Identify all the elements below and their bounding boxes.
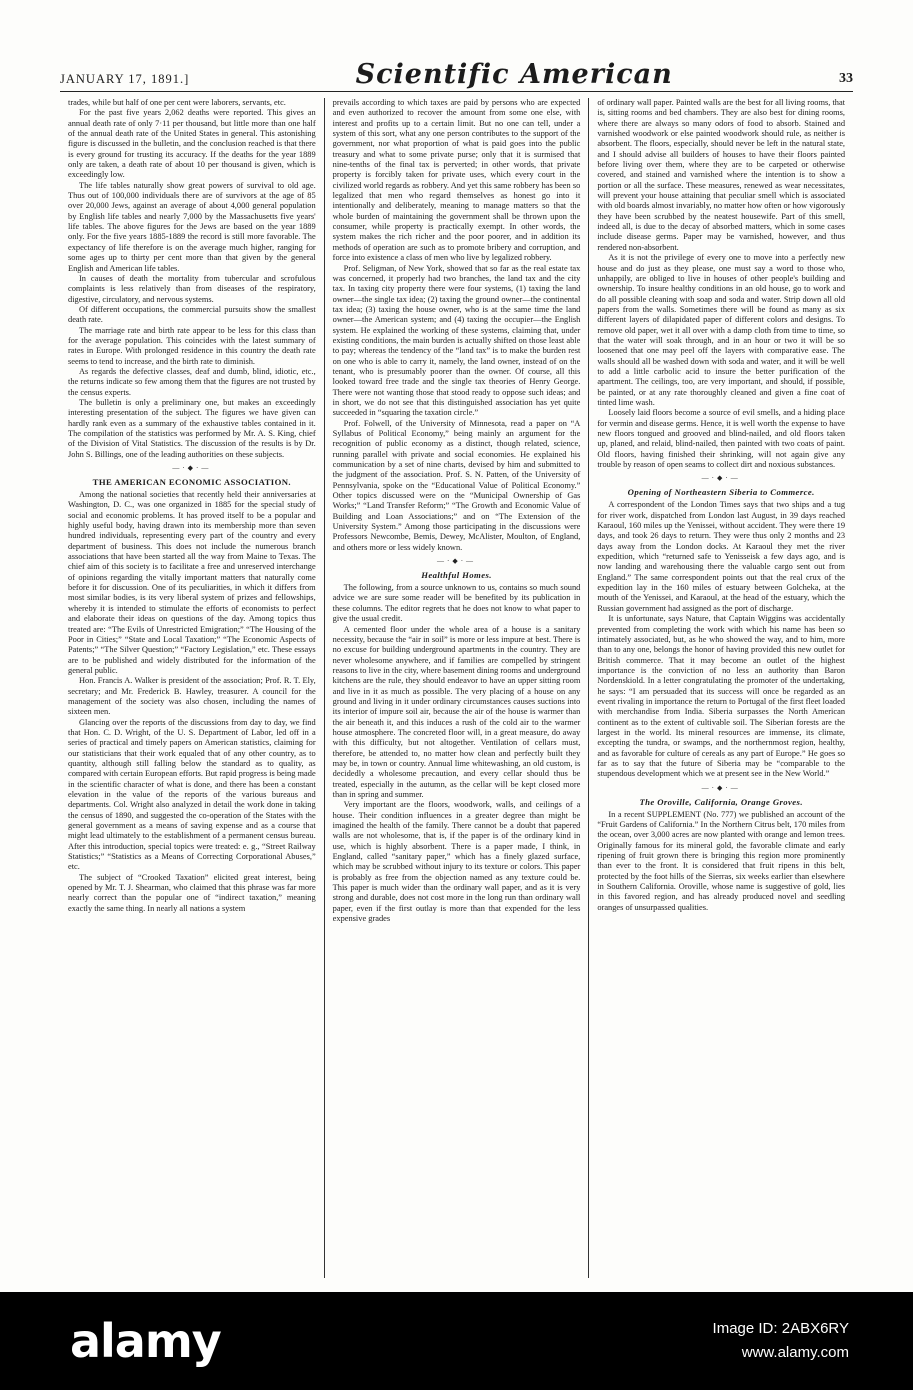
alamy-logo: alamy (70, 1314, 221, 1368)
section-heading: THE AMERICAN ECONOMIC ASSOCIATION. (92, 477, 291, 488)
column-2 (324, 98, 589, 1278)
issue-date: JANUARY 17, 1891.] (60, 72, 190, 86)
paragraph: Of different occupations, the commercial pursuits show the smallest death rate. (68, 304, 316, 325)
paragraph: As regards the defective classes, deaf and dumb, blind, idiotic, etc., the returns indicate so few among them that the figures are not trusted by the census experts. (68, 366, 316, 397)
column-3 (588, 98, 853, 1278)
section-heading: Opening of Northeastern Siberia to Commerce. (627, 487, 815, 498)
section-divider: —·◆·— (701, 474, 741, 483)
section-heading: Healthful Homes. (421, 570, 492, 581)
paragraph: As it is not the privilege of every one to move into a perfectly new house and do just as they please, one must say a word to those who, unhappily, are obliged to live in houses of other people's building and ownership. To insure healthy conditions in an old house, go to work and do all possible cleaning with soap and soda and water. Strip down all old papers from the walls. Sometimes there will be found as many as six different layers of dilapidated paper of different colors and designs. To remove old paper, wet it all over with a damp cloth from time to time, so that the water will soak through, and in an hour or two it will be so loosened that one may peel off the layers with comparative ease. The walls should all be washed down with soda and water, and it will be well to add a little carbolic acid to insure the better purification of the apartment. The ceilings, too, are very important, and should, if possible, be painted, or at any rate thoroughly cleaned and given a fine coat of tinted lime wash. (597, 253, 846, 407)
page-number: 33 (838, 71, 853, 86)
paragraph: of ordinary wall paper. Painted walls are the best for all living rooms, that is, sitting rooms and bed chambers. They are also best for dining rooms, where there are always so many odors of food to absorb. Stained and varnished woodwork or else painted woodwork should rule, as neither is absorbent. The floors, especially, should never be left in the natural state, and I should advise all builders of houses to have their floors painted before living over them, where they are to be carpeted or otherwise covered, and stained and varnished where the intention is to show a portion or all the surface. These measures, renewed as wear necessitates, will prevent your house attaining that peculiar smell which is associated with old boards almost invariably, no matter how often or how vigorously they have been scrubbed by the neatest housewife. Part of this smell, indeed all, is due to the decay of absorbed matters, which in some cases include disease germs. Paper may be varnished, however, and thus rendered non-absorbent. (597, 98, 846, 252)
watermark-meta (713, 1317, 849, 1365)
section-divider: —·◆·— (701, 783, 741, 792)
paragraph: Glancing over the reports of the discussions from day to day, we find that Hon. C. D. Wright, of the U. S. Department of Labor, led off in a series of practical and timely papers on American statistics, claiming for our statisticians that their work equaled that of any other country, as to quantity, although still falling below the standard as to quality, as compared with certain European efforts. But rapid progress is being made in the scientific character of what is done, and there has been a constant elevation in the value of the reports of the various bureaus and departments. Col. Wright also analyzed in detail the work done in taking the census of 1890, and suggested the co-operation of the States with the general government as a means of saving expense and as a course that might lead ultimately to the establishment of a permanent census bureau. After this introduction, special topics were treated: e. g., “Street Railway Statistics;” “Statistics as a Means of Correcting Corporational Abuses,” etc. (68, 717, 316, 872)
paragraph: Prof. Folwell, of the University of Minnesota, read a paper on “A Syllabus of Political Economy,” being mainly an argument for the recognition of public economy as a distinct, though related, science, running parallel with private and social economies. He explained his communication by a set of nine charts, devised by him and submitted to the judgment of the association. Prof. S. N. Patten, of the University of Pennsylvania, spoke on the “Educational Value of Political Economy.” Other topics discussed were on the “Municipal Ownership of Gas Works;” “Land Transfer Reform;” “The Growth and Economic Value of Building and Loan Associations;” and on “The Extension of the University System.” Among those participating in the discussions were Professors Newcombe, Bemis, Dewey, McAlister, Moulton, of England, and others more or less widely known. (332, 418, 581, 552)
paragraph: A correspondent of the London Times says that two ships and a tug for river work, dispatched from London last August, in 39 days reached Karaoul, 160 miles up the Yenissei, without accident. They were there 19 days, and took 26 days to return. They were thus only 2 months and 23 days away from the London docks. At Karaoul they met the river expedition, which “returned safe to Yenisseisk a few days ago, and is now landing and warehousing there the valuable cargo sent out from England.” The same correspondent points out that the real crux of the expedition lay in the 160 miles of estuary between Golcheka, at the mouth of the Yenissei, and Karaoul, at the head of the estuary, which the Russian government had assigned as the port of discharge. (597, 500, 846, 613)
paragraph: Among the national societies that recently held their anniversaries at Washington, D. C., was one organized in 1885 for the special study of social and economic problems. It has proved itself to be a popular and highly useful body, having drawn into its membership more than seven hundred individuals, representing every part of the country and every department of business. This does not include the numerous branch associations that have been started all the way from Maine to Texas. The chief aim of this society is to facilitate a free and unreserved interchange of opinions regarding the vitally important matters that naturally come before it for discussion. One of its peculiarities, in which it differs from most similar bodies, is its very liberal system of prizes and fellowships, whereby it is intended to stimulate the efforts of economists to perfect and elaborate their ideas on questions of the day. Among topics thus treated are: “The Evils of Unrestricted Emigration;” “The Housing of the Poor in Cities;” “State and Local Taxation;” “The Economic Aspects of Patents;” “The Silver Question;” “Factory Legislation,” etc. These essays are to be published and widely distributed for the information of the general public. (68, 490, 316, 675)
article-columns (60, 98, 853, 1278)
paragraph: The subject of “Crooked Taxation” elicited great interest, being opened by Mr. T. J. Shearman, who claimed that this phrase was far more nearly correct than the popular one of “indirect taxation,” meaning exactly the same thing. In nearly all nations a system (68, 872, 316, 913)
section-heading: The Oroville, California, Orange Groves. (639, 796, 803, 807)
paragraph: In a recent SUPPLEMENT (No. 777) we published an account of the “Fruit Gardens of California.” In the Northern Citrus belt, 170 miles from the ocean, over 3,000 acres are now planted with orange and lemon trees. Originally famous for its mineral gold, the favorable climate and early ripening of fruit grown there is bringing this region more prominently than ever to the front. It is considered that fruit ripens in this belt, protected by the foot hills of the Sierras, six weeks earlier than elsewhere in Southern California. Oroville, whose name is suggestive of gold, lies in this favored region, and has already produced novel and seedling oranges of unsurpassed qualities. (597, 809, 846, 912)
paragraph: A cemented floor under the whole area of a house is a sanitary necessity, because the “air in soil” is more or less impure at best. There is no excuse for building underground apartments in the country. They are never wholesome anywhere, and if families are compelled by stringent reasons to live in the city, where basement dining rooms and underground kitchens are the rule, they should endeavor to have an upper sitting room and live in it as much as possible. The very placing of a house on any ground and living in it under ordinary circumstances causes suctions into its interior of impure soil air, because the air of the house is warmer than the air beneath it, and this induces a rush of the cold air to the warmer house atmosphere. The concreted floor will, in a great measure, do away with this difficulty, but not altogether. Ventilation of cellars must, therefore, be attended to, no matter how clean and perfectly built they may be, in town or country. Annual lime whitewashing, an old custom, is decidedly a wholesome precaution, and every cellar should thus be treated, especially in the autumn, as the cellar will be kept closed more than in spring and summer. (332, 624, 581, 799)
paragraph: prevails according to which taxes are paid by persons who are expected and even authorized to recover the amount from some one else, with interest and profits up to a certain limit. But no one can tell, under a system of this sort, what any one person contributes to the support of the government, nor what proportion of what is paid goes into the public treasury and what to some private purse; only that it is surmised that nine-tenths of the final tax is perverted; in other words, that private property is forcibly taken for private uses, which every court in the civilized world regards as robbery. And yet this same robbery has been so legalized that men who regard themselves as honest go into it intentionally and deliberately, meaning to manage matters so that the whole burden of maintaining the government shall be thrown upon the consumer, while property is practically exempt. In other words, the system makes the rich richer and the poor poorer, and in addition its methods of operation are such as to promote bribery and corruption, and force into existence a class of men who live by legalized robbery. (332, 98, 581, 263)
paragraph: The life tables naturally show great powers of survival to old age. Thus out of 100,000 individuals there are of survivors at the age of 85 over 20,000 Jews, against an average of about 4,000 general population by English life tables and nearly 7,000 by the Massachusetts five years' life tables. The above figures for the Jews are based on the year 1889 only. For the five years 1885-1889 the record is still more favorable. The expectancy of life therefore is on the average much higher, ranging for some ages up to thirty per cent more than that given by the general English and American life tables. (68, 180, 316, 273)
section-divider: —·◆·— (436, 557, 477, 566)
watermark-image-id: Image ID: 2ABX6RY (712, 1320, 849, 1337)
paragraph: The marriage rate and birth rate appear to be less for this class than for the average population. This coincides with the latest summary of rates in Europe. With prolonged residence in this country the death rate seems to tend to increase, and the birth rate to diminish. (68, 325, 316, 366)
paragraph: Very important are the floors, woodwork, walls, and ceilings of a house. Their condition influences in a greater degree than might be imagined the health of the family. There cannot be a doubt that papered walls are not wholesome, that is, if the paper is of the ordinary kind in use, which is highly absorbent. There is a paper made, I think, in England, called “sanitary paper,” which has a finely glazed surface, which may be scrubbed without injury to its texture or colors. This paper is probably as free from the objection named as any texture could be. This paper is much wider than the ordinary wall paper, and as it is very strong and durable, does not cost more in the long run than ordinary wall paper, even if the first outlay is more than that expended for the less expensive grades (332, 800, 581, 924)
paragraph: Hon. Francis A. Walker is president of the association; Prof. R. T. Ely, secretary; and Mr. Frederick B. Hawley, treasurer. A council for the management of the society was also chosen, including the names of sixteen men. (68, 676, 316, 717)
watermark-bar (0, 1292, 913, 1390)
paragraph: The following, from a source unknown to us, contains so much sound advice we are sure some reader will be benefited by its publication in these columns. The editor regrets that he does not know to what paper to give the usual credit. (332, 583, 581, 624)
paragraph: Loosely laid floors become a source of evil smells, and a hiding place for vermin and disease germs. Hence, it is well worth the expense to have new floors tongued and grooved and blind-nailed, and old floors taken up, planed, and relaid, blind-nailed, then painted with two coats of paint. Old floors, having finished their shrinking, will not again give any trouble by reason of open seams to collect dirt and noxious substances. (597, 408, 846, 470)
paragraph: trades, while but half of one per cent were laborers, servants, etc. (68, 98, 286, 107)
section-divider: —·◆·— (172, 464, 212, 473)
watermark-url: www.alamy.com (741, 1344, 849, 1361)
paragraph: For the past five years 2,062 deaths were reported. This gives an annual death rate of only 7·11 per thousand, but little more than one half of the annual death rate of the United States in general. This astonishing figure is discussed in the bulletin, and the conclusion reached is that there is every ground for trusting its accuracy. If the deaths for the year 1889 only are taken, a death rate of about 10 per thousand is given, which is exceedingly low. (68, 108, 316, 180)
paragraph: Prof. Seligman, of New York, showed that so far as the real estate tax was concerned, it properly had two branches, the land tax and the city tax. In taxing city property there were four systems, (1) taxing the land owner—the single tax idea; (2) taxing the ground owner—the continental tax idea; (3) taxing the house owner, who is at the same time the land owner—the American system; and (4) taxing the occupier—the English system. He explained the working of these systems, claiming that, under existing conditions, the main burden is actually shifted on those least able to pay; whereas the tendency of the “land tax” is to make the burden rest on one who is able to carry it, namely, the land owner, instead of on the tenant, who is presumably poorer than the owner. Of course, all this looked toward free trade and the single tax theories of Henry George. There were not wanting those that stood ready to oppose such ideas; and in short, we do not see that this distinguished association has yet quite succeeded in “squaring the taxation circle.” (332, 263, 581, 418)
paragraph: It is unfortunate, says Nature, that Captain Wiggins was accidentally prevented from completing the work with which his name has been so intimately associated, but, as he who showed the way, and to him, more than to any one, belongs the honor of having provided this new outlet for British commerce. That it may become an outlet of the highest importance is the conviction of no less an authority than Baron Nordenskiold. In a letter congratulating the promoter of the undertaking, he says: “I am persuaded that its success will once be regarded as an event rivaling in importance the return to Portugal of the first fleet loaded with merchandise from India. Siberia surpasses the North American continent as to the extent of cultivable soil. The Siberian forests are the largest in the world. Its mineral resources are immense, its climate, excepting the tundra, or swamps, and the northernmost region, healthy, and as favorable for culture of cereals as any part of Europe.” He goes so far as to say that the future of Siberia may be “comparable to the stupendous development which we at present see in the New World.” (597, 614, 846, 779)
masthead-title: Scientific American (355, 59, 673, 90)
column-1 (60, 98, 324, 1278)
paragraph: In causes of death the mortality from tubercular and scrofulous complaints is less relatively than from diseases of the respiratory, digestive, circulatory, and nervous systems. (68, 273, 316, 304)
paragraph: The bulletin is only a preliminary one, but makes an exceedingly interesting presentation of the subject. The figures we have given can hardly rank even as a summary of the exhaustive tables contained in it. The compilation of the statistics was performed by Mr. A. S. King, chief of the Division of Vital Statistics. The discussion of the results is by Dr. John S. Billings, one of the leading authorities on these subjects. (68, 397, 316, 459)
page-header (60, 0, 853, 92)
